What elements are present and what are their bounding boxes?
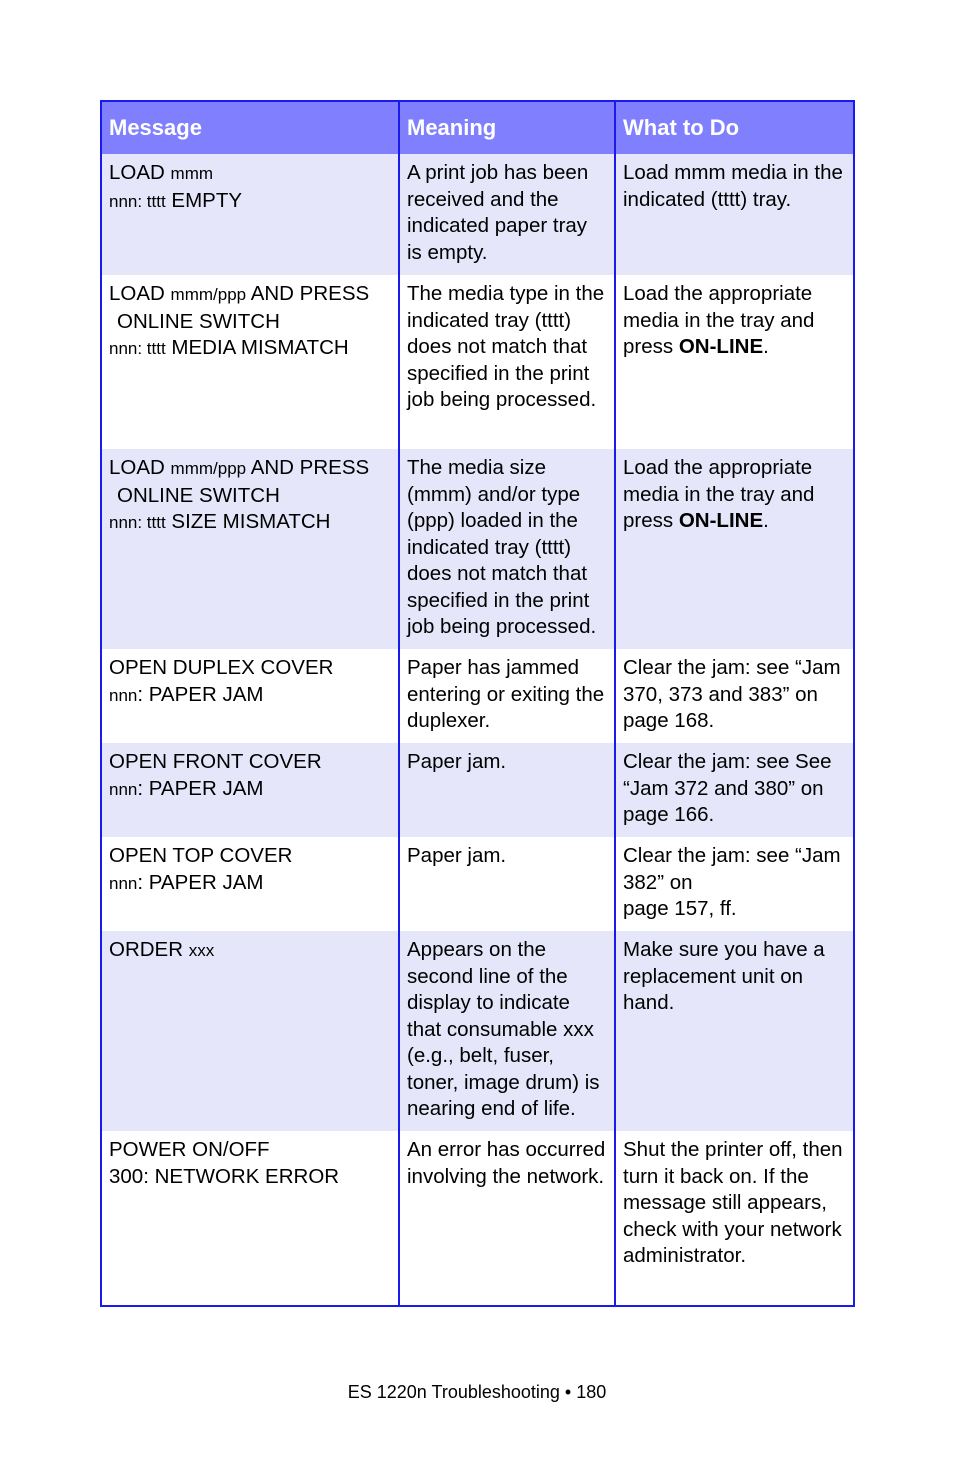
table-row xyxy=(102,931,853,1131)
meaning-cell: The media type in the indicated tray (tttt) does not match that specified in the print job being processed. xyxy=(399,275,615,449)
message-cell: ORDER xxx xyxy=(102,931,399,1131)
message-cell: LOAD mmm/ppp AND PRESS ONLINE SWITCH nnn: tttt MEDIA MISMATCH xyxy=(102,275,399,449)
table-row xyxy=(102,743,853,837)
meaning-cell: Paper has jammed entering or exiting the duplexer. xyxy=(399,649,615,743)
todo-cell: Clear the jam: see See “Jam 372 and 380” on page 166. xyxy=(615,743,853,837)
message-cell: OPEN TOP COVER nnn: PAPER JAM xyxy=(102,837,399,931)
table-row xyxy=(102,837,853,931)
header-message: Message xyxy=(102,102,399,154)
page-footer: ES 1220n Troubleshooting • 180 xyxy=(347,1382,607,1402)
todo-cell: Shut the printer off, then turn it back on. If the message still appears, check with your network administrator. xyxy=(615,1131,853,1305)
header-what-to-do: What to Do xyxy=(615,102,853,154)
online-key-label: ON-LINE xyxy=(678,509,764,532)
table-row xyxy=(102,275,853,449)
meaning-cell: A print job has been received and the indicated paper tray is empty. xyxy=(399,154,615,275)
table-row xyxy=(102,1131,853,1305)
header-meaning: Meaning xyxy=(399,102,615,154)
meaning-cell: The media size (mmm) and/or type (ppp) loaded in the indicated tray (tttt) does not match that specified in the print job being processed. xyxy=(399,449,615,649)
todo-cell: Clear the jam: see “Jam 382” on page 157, ff. xyxy=(615,837,853,931)
todo-cell: Load mmm media in the indicated (tttt) tray. xyxy=(615,154,853,275)
todo-cell: Load the appropriate media in the tray and press ON-LINE. xyxy=(615,275,853,449)
message-cell: OPEN FRONT COVER nnn: PAPER JAM xyxy=(102,743,399,837)
meaning-cell: Appears on the second line of the display to indicate that consumable xxx (e.g., belt, fuser, toner, image drum) is nearing end of life. xyxy=(399,931,615,1131)
message-cell: LOAD mmm/ppp AND PRESS ONLINE SWITCH nnn: tttt SIZE MISMATCH xyxy=(102,449,399,649)
table-row xyxy=(102,649,853,743)
todo-cell: Load the appropriate media in the tray and press ON-LINE. xyxy=(615,449,853,649)
meaning-cell: Paper jam. xyxy=(399,743,615,837)
message-cell: LOAD mmm nnn: tttt EMPTY xyxy=(102,154,399,275)
todo-cell: Make sure you have a replacement unit on hand. xyxy=(615,931,853,1131)
online-key-label: ON-LINE xyxy=(678,335,764,358)
table-row xyxy=(102,449,853,649)
message-cell: POWER ON/OFF 300: NETWORK ERROR xyxy=(102,1131,399,1305)
error-message-table xyxy=(100,100,855,1307)
message-cell: OPEN DUPLEX COVER nnn: PAPER JAM xyxy=(102,649,399,743)
meaning-cell: Paper jam. xyxy=(399,837,615,931)
meaning-cell: An error has occurred involving the network. xyxy=(399,1131,615,1305)
table-header-row xyxy=(102,102,853,154)
todo-cell: Clear the jam: see “Jam 370, 373 and 383” on page 168. xyxy=(615,649,853,743)
table-row xyxy=(102,154,853,275)
